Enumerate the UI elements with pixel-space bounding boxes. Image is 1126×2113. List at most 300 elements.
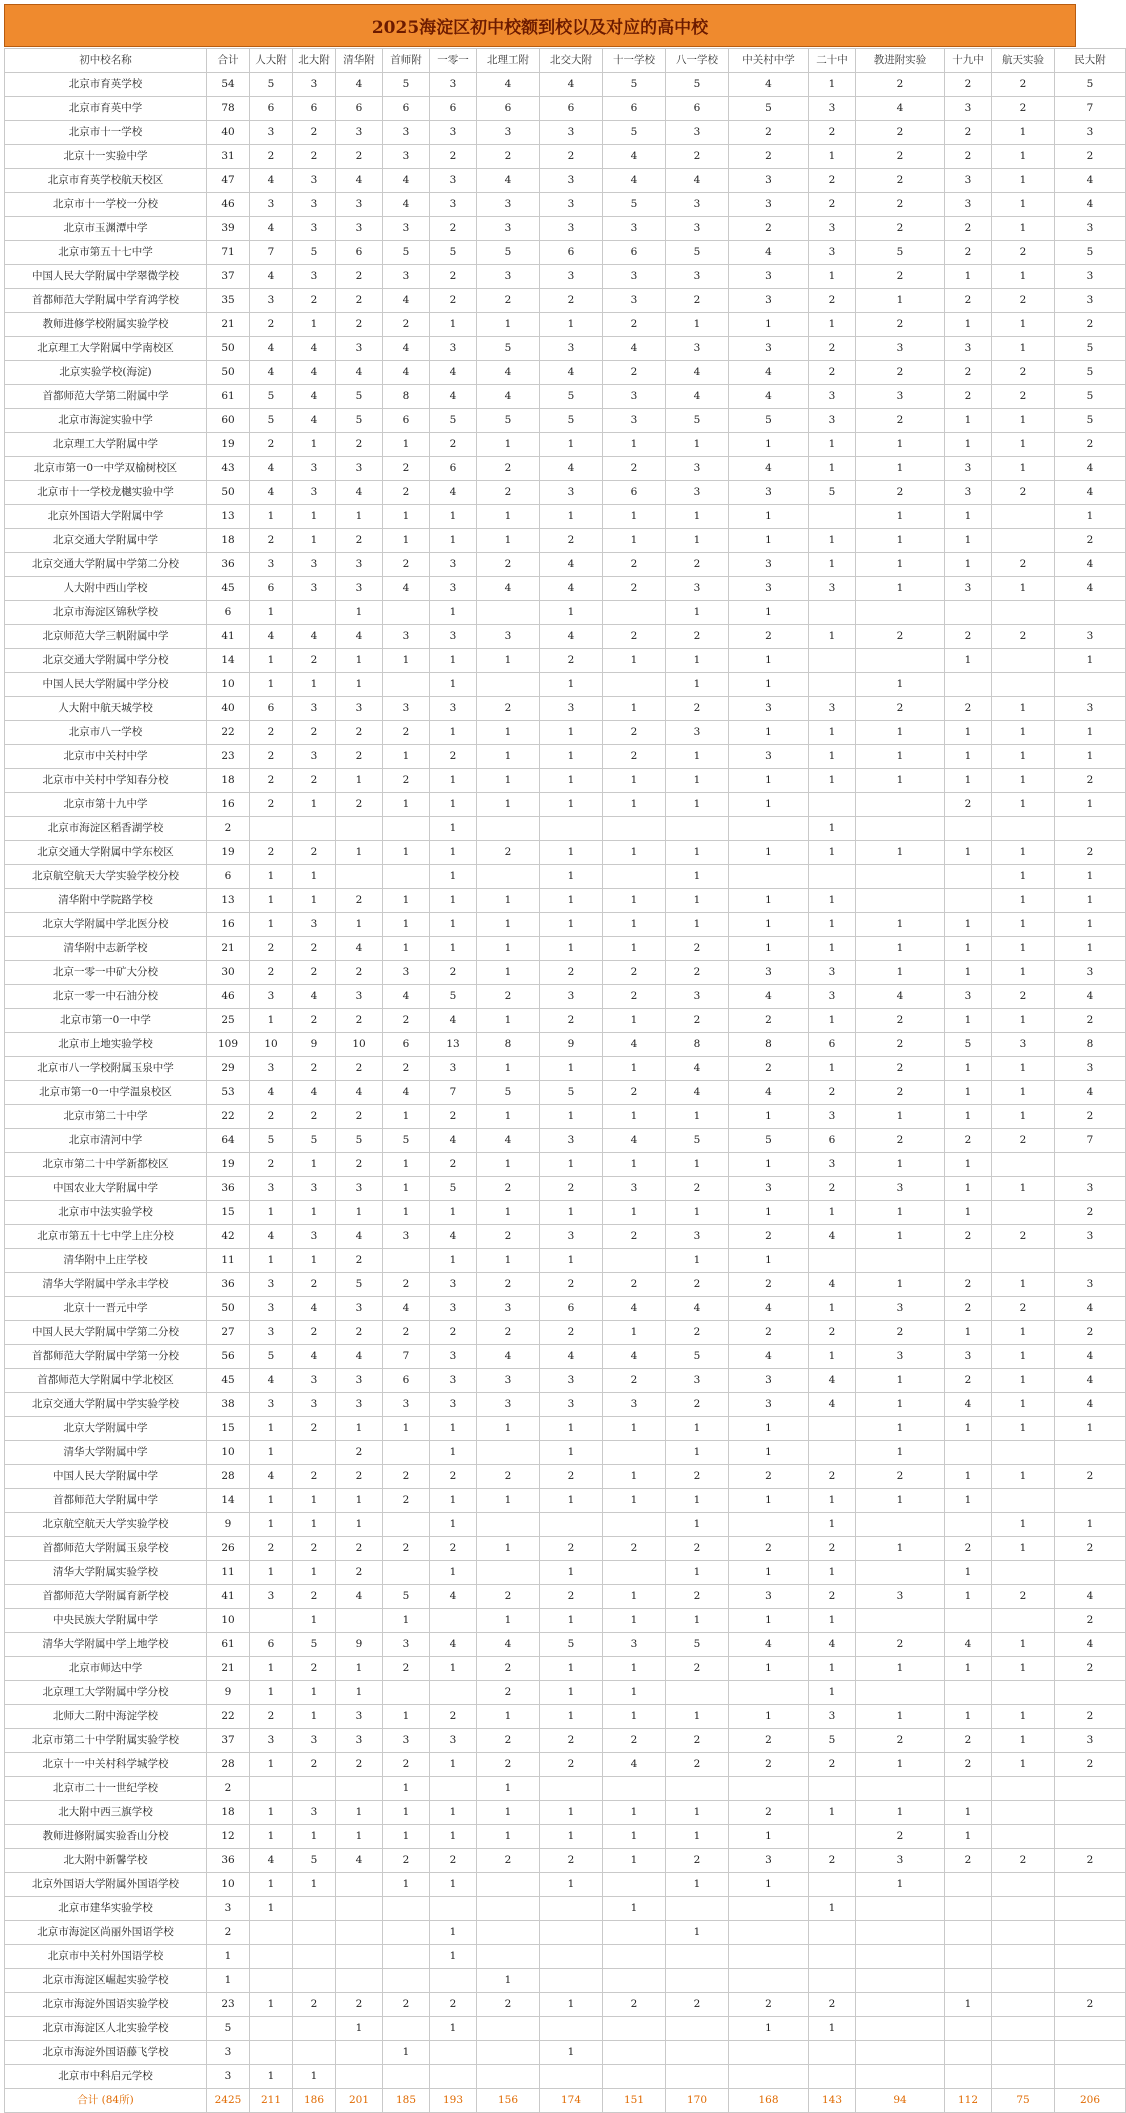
quota-cell: 2 xyxy=(856,169,945,193)
quota-cell: 1 xyxy=(250,673,293,697)
quota-cell: 7 xyxy=(430,1081,477,1105)
table-row xyxy=(5,1153,1126,1177)
quota-cell: 3 xyxy=(250,1273,293,1297)
quota-cell: 1 xyxy=(992,1273,1055,1297)
quota-cell: 6 xyxy=(540,97,603,121)
quota-cell xyxy=(729,865,809,889)
quota-cell: 2 xyxy=(1055,1537,1126,1561)
quota-cell: 6 xyxy=(250,577,293,601)
quota-cell: 5 xyxy=(540,1633,603,1657)
quota-cell: 2 xyxy=(383,1057,430,1081)
quota-cell: 1 xyxy=(992,409,1055,433)
school-name-cell: 北京市十一学校一分校 xyxy=(5,193,207,217)
quota-cell xyxy=(992,1777,1055,1801)
table-row xyxy=(5,985,1126,1009)
quota-cell xyxy=(383,1249,430,1273)
quota-cell: 3 xyxy=(293,1729,336,1753)
quota-cell: 1 xyxy=(945,1009,992,1033)
quota-cell: 1 xyxy=(250,1513,293,1537)
quota-cell: 3 xyxy=(540,265,603,289)
quota-cell: 2 xyxy=(250,937,293,961)
quota-cell xyxy=(729,2065,809,2089)
quota-cell: 1 xyxy=(809,73,856,97)
quota-cell: 4 xyxy=(250,265,293,289)
quota-cell: 2 xyxy=(945,1369,992,1393)
header-high-school: 首师附 xyxy=(383,49,430,73)
table-row xyxy=(5,1273,1126,1297)
quota-cell: 3 xyxy=(666,265,729,289)
quota-cell: 1 xyxy=(603,1849,666,1873)
quota-cell: 5 xyxy=(1055,241,1126,265)
quota-cell: 2 xyxy=(250,745,293,769)
quota-cell xyxy=(856,889,945,913)
quota-cell: 9 xyxy=(293,1033,336,1057)
quota-cell: 2 xyxy=(666,1585,729,1609)
quota-cell: 2 xyxy=(540,1585,603,1609)
quota-cell xyxy=(1055,1825,1126,1849)
quota-cell xyxy=(992,1873,1055,1897)
quota-cell: 1 xyxy=(809,2017,856,2041)
quota-cell: 1 xyxy=(603,1153,666,1177)
quota-cell: 1 xyxy=(540,1609,603,1633)
table-row xyxy=(5,1873,1126,1897)
grand-total-cell: 186 xyxy=(293,2089,336,2113)
quota-cell: 3 xyxy=(383,1225,430,1249)
quota-cell: 2 xyxy=(992,1585,1055,1609)
quota-cell xyxy=(477,1945,540,1969)
quota-cell xyxy=(603,1513,666,1537)
school-name-cell: 北京市中科启元学校 xyxy=(5,2065,207,2089)
row-total-cell: 18 xyxy=(207,769,250,793)
quota-cell: 1 xyxy=(809,745,856,769)
quota-cell: 1 xyxy=(430,817,477,841)
quota-cell: 5 xyxy=(603,121,666,145)
quota-cell: 3 xyxy=(336,193,383,217)
quota-cell: 5 xyxy=(383,73,430,97)
quota-cell: 3 xyxy=(430,73,477,97)
quota-cell: 1 xyxy=(729,1825,809,1849)
quota-cell: 3 xyxy=(856,1585,945,1609)
quota-cell: 4 xyxy=(250,1369,293,1393)
quota-cell: 2 xyxy=(856,1009,945,1033)
quota-cell xyxy=(293,1921,336,1945)
quota-cell: 2 xyxy=(250,145,293,169)
quota-cell: 2 xyxy=(477,1753,540,1777)
table-row xyxy=(5,2065,1126,2089)
quota-cell xyxy=(1055,673,1126,697)
quota-cell xyxy=(945,1513,992,1537)
school-name-cell: 人大附中航天城学校 xyxy=(5,697,207,721)
quota-cell: 1 xyxy=(293,1201,336,1225)
quota-cell: 4 xyxy=(293,361,336,385)
school-name-cell: 首都师范大学附属中学 xyxy=(5,1489,207,1513)
quota-cell: 4 xyxy=(293,1081,336,1105)
quota-cell: 2 xyxy=(336,745,383,769)
quota-cell: 1 xyxy=(383,1609,430,1633)
quota-cell: 5 xyxy=(336,409,383,433)
quota-cell: 1 xyxy=(666,1705,729,1729)
quota-cell: 4 xyxy=(540,73,603,97)
quota-cell: 1 xyxy=(945,1825,992,1849)
quota-cell: 1 xyxy=(945,1081,992,1105)
quota-cell: 4 xyxy=(477,1633,540,1657)
quota-cell xyxy=(336,1921,383,1945)
quota-cell: 1 xyxy=(992,1657,1055,1681)
quota-cell: 4 xyxy=(250,1225,293,1249)
quota-cell: 1 xyxy=(430,601,477,625)
quota-cell: 1 xyxy=(809,145,856,169)
quota-cell xyxy=(603,2065,666,2089)
quota-cell: 4 xyxy=(729,73,809,97)
quota-cell xyxy=(603,865,666,889)
quota-cell: 1 xyxy=(729,1489,809,1513)
quota-cell: 2 xyxy=(430,1849,477,1873)
quota-cell: 4 xyxy=(383,985,430,1009)
quota-cell: 3 xyxy=(477,625,540,649)
quota-cell: 1 xyxy=(729,1153,809,1177)
table-row xyxy=(5,889,1126,913)
header-high-school: 十一学校 xyxy=(603,49,666,73)
quota-cell: 1 xyxy=(856,1537,945,1561)
quota-cell xyxy=(945,1873,992,1897)
quota-cell: 1 xyxy=(945,1585,992,1609)
quota-cell xyxy=(809,2041,856,2065)
quota-cell: 1 xyxy=(430,841,477,865)
quota-cell xyxy=(945,1441,992,1465)
table-row xyxy=(5,433,1126,457)
quota-cell: 2 xyxy=(856,217,945,241)
quota-cell: 3 xyxy=(293,745,336,769)
table-row xyxy=(5,1513,1126,1537)
table-row xyxy=(5,1057,1126,1081)
quota-cell: 1 xyxy=(809,1513,856,1537)
quota-cell: 2 xyxy=(945,793,992,817)
quota-cell: 3 xyxy=(729,193,809,217)
quota-cell: 2 xyxy=(666,961,729,985)
quota-cell: 1 xyxy=(250,913,293,937)
school-name-cell: 北京市清河中学 xyxy=(5,1129,207,1153)
quota-cell: 3 xyxy=(666,721,729,745)
quota-cell: 4 xyxy=(293,385,336,409)
quota-cell: 2 xyxy=(856,1633,945,1657)
quota-cell xyxy=(477,2065,540,2089)
quota-cell: 2 xyxy=(603,457,666,481)
quota-cell: 1 xyxy=(666,1825,729,1849)
quota-cell: 5 xyxy=(430,409,477,433)
quota-cell: 1 xyxy=(1055,649,1126,673)
quota-cell: 4 xyxy=(809,1369,856,1393)
quota-cell: 4 xyxy=(430,1585,477,1609)
row-total-cell: 39 xyxy=(207,217,250,241)
quota-cell: 3 xyxy=(430,1369,477,1393)
quota-cell: 1 xyxy=(336,2017,383,2041)
quota-cell: 6 xyxy=(540,1297,603,1321)
table-row xyxy=(5,1489,1126,1513)
table-row xyxy=(5,1129,1126,1153)
grand-total-cell: 185 xyxy=(383,2089,430,2113)
quota-cell: 4 xyxy=(540,457,603,481)
quota-cell xyxy=(603,1777,666,1801)
quota-cell: 1 xyxy=(430,2017,477,2041)
table-row xyxy=(5,457,1126,481)
quota-cell: 4 xyxy=(250,1465,293,1489)
quota-cell xyxy=(809,1969,856,1993)
school-name-cell: 清华大学附属中学永丰学校 xyxy=(5,1273,207,1297)
quota-cell: 1 xyxy=(945,265,992,289)
quota-cell: 4 xyxy=(1055,1345,1126,1369)
school-name-cell: 北京航空航天大学实验学校 xyxy=(5,1513,207,1537)
quota-cell: 2 xyxy=(729,1729,809,1753)
quota-cell: 1 xyxy=(293,1153,336,1177)
quota-cell: 3 xyxy=(809,697,856,721)
school-name-cell: 首都师范大学附属中学第一分校 xyxy=(5,1345,207,1369)
quota-cell xyxy=(992,1897,1055,1921)
quota-cell: 1 xyxy=(540,1873,603,1897)
quota-cell: 1 xyxy=(603,793,666,817)
school-name-cell: 北京市二十一世纪学校 xyxy=(5,1777,207,1801)
school-name-cell: 北京外国语大学附属外国语学校 xyxy=(5,1873,207,1897)
quota-cell: 1 xyxy=(477,313,540,337)
quota-cell: 2 xyxy=(856,265,945,289)
quota-cell: 1 xyxy=(477,649,540,673)
quota-cell: 1 xyxy=(250,1897,293,1921)
quota-cell: 1 xyxy=(992,721,1055,745)
quota-cell: 3 xyxy=(856,1297,945,1321)
quota-cell: 1 xyxy=(430,913,477,937)
quota-cell: 2 xyxy=(336,961,383,985)
quota-cell: 1 xyxy=(856,961,945,985)
row-total-cell: 14 xyxy=(207,1489,250,1513)
quota-cell xyxy=(945,673,992,697)
table-row xyxy=(5,1369,1126,1393)
quota-cell: 1 xyxy=(856,769,945,793)
grand-total-cell: 168 xyxy=(729,2089,809,2113)
quota-cell: 1 xyxy=(383,913,430,937)
quota-cell xyxy=(1055,1249,1126,1273)
quota-cell: 4 xyxy=(383,337,430,361)
row-total-cell: 25 xyxy=(207,1009,250,1033)
quota-cell: 2 xyxy=(336,721,383,745)
quota-cell: 2 xyxy=(336,529,383,553)
quota-cell: 2 xyxy=(250,961,293,985)
quota-cell: 2 xyxy=(430,1105,477,1129)
table-row xyxy=(5,1393,1126,1417)
quota-cell: 1 xyxy=(540,889,603,913)
quota-cell: 4 xyxy=(1055,985,1126,1009)
quota-cell: 1 xyxy=(666,601,729,625)
quota-cell: 5 xyxy=(250,1129,293,1153)
quota-cell: 1 xyxy=(809,265,856,289)
quota-cell: 2 xyxy=(477,1585,540,1609)
row-total-cell: 46 xyxy=(207,985,250,1009)
quota-cell: 4 xyxy=(729,1297,809,1321)
quota-cell: 3 xyxy=(383,1729,430,1753)
quota-cell: 4 xyxy=(1055,1369,1126,1393)
quota-cell xyxy=(383,1969,430,1993)
quota-cell: 3 xyxy=(336,1705,383,1729)
quota-cell: 1 xyxy=(992,793,1055,817)
quota-cell: 2 xyxy=(809,1849,856,1873)
quota-cell: 6 xyxy=(603,97,666,121)
quota-cell: 4 xyxy=(383,289,430,313)
quota-cell: 3 xyxy=(336,1177,383,1201)
quota-cell: 1 xyxy=(666,505,729,529)
quota-cell xyxy=(992,1153,1055,1177)
school-name-cell: 首都师范大学第二附属中学 xyxy=(5,385,207,409)
quota-cell: 3 xyxy=(293,481,336,505)
table-row xyxy=(5,73,1126,97)
quota-cell xyxy=(293,2041,336,2065)
quota-cell: 3 xyxy=(430,1057,477,1081)
quota-cell xyxy=(477,673,540,697)
grand-total-cell: 94 xyxy=(856,2089,945,2113)
school-name-cell: 北京市育英中学 xyxy=(5,97,207,121)
quota-cell: 4 xyxy=(1055,1585,1126,1609)
quota-cell: 2 xyxy=(666,1729,729,1753)
quota-cell: 3 xyxy=(430,1345,477,1369)
quota-cell xyxy=(992,2041,1055,2065)
quota-cell xyxy=(540,817,603,841)
quota-cell: 3 xyxy=(250,1729,293,1753)
quota-cell: 1 xyxy=(856,721,945,745)
quota-cell: 1 xyxy=(336,1825,383,1849)
quota-cell xyxy=(992,1441,1055,1465)
table-row xyxy=(5,1657,1126,1681)
quota-cell: 2 xyxy=(250,841,293,865)
quota-cell: 1 xyxy=(729,1105,809,1129)
quota-cell: 5 xyxy=(293,241,336,265)
school-name-cell: 北京市第五十七中学上庄分校 xyxy=(5,1225,207,1249)
quota-cell: 1 xyxy=(603,1609,666,1633)
quota-cell: 2 xyxy=(729,1225,809,1249)
quota-cell xyxy=(430,2065,477,2089)
quota-cell: 1 xyxy=(945,769,992,793)
table-row xyxy=(5,1969,1126,1993)
header-high-school: 人大附 xyxy=(250,49,293,73)
quota-cell: 3 xyxy=(729,289,809,313)
quota-cell: 3 xyxy=(336,337,383,361)
table-row xyxy=(5,649,1126,673)
row-total-cell: 10 xyxy=(207,1873,250,1897)
row-total-cell: 50 xyxy=(207,481,250,505)
quota-cell: 2 xyxy=(477,481,540,505)
quota-cell: 3 xyxy=(430,553,477,577)
quota-cell: 1 xyxy=(293,1825,336,1849)
quota-cell: 1 xyxy=(336,601,383,625)
quota-cell: 2 xyxy=(477,1657,540,1681)
row-total-cell: 29 xyxy=(207,1057,250,1081)
quota-cell: 3 xyxy=(540,169,603,193)
quota-cell: 2 xyxy=(856,625,945,649)
table-row xyxy=(5,1465,1126,1489)
quota-cell: 1 xyxy=(250,1993,293,2017)
quota-cell: 2 xyxy=(250,313,293,337)
quota-cell: 3 xyxy=(809,97,856,121)
quota-cell xyxy=(856,1249,945,1273)
quota-cell: 1 xyxy=(477,1705,540,1729)
quota-cell: 2 xyxy=(992,985,1055,1009)
quota-cell: 8 xyxy=(1055,1033,1126,1057)
quota-cell: 7 xyxy=(383,1345,430,1369)
quota-cell: 3 xyxy=(666,577,729,601)
grand-total-cell: 193 xyxy=(430,2089,477,2113)
quota-cell: 2 xyxy=(383,721,430,745)
quota-cell: 2 xyxy=(666,1753,729,1777)
quota-cell: 1 xyxy=(1055,745,1126,769)
quota-cell: 2 xyxy=(293,1057,336,1081)
school-name-cell: 清华大学附属中学 xyxy=(5,1441,207,1465)
row-total-cell: 41 xyxy=(207,1585,250,1609)
row-total-cell: 15 xyxy=(207,1201,250,1225)
header-high-school: 教进附实验 xyxy=(856,49,945,73)
school-name-cell: 中国人民大学附属中学第二分校 xyxy=(5,1321,207,1345)
quota-cell: 1 xyxy=(992,1633,1055,1657)
quota-cell: 1 xyxy=(603,1705,666,1729)
quota-cell: 3 xyxy=(430,1297,477,1321)
quota-cell: 1 xyxy=(430,769,477,793)
header-high-school: 十九中 xyxy=(945,49,992,73)
quota-cell: 1 xyxy=(383,2041,430,2065)
quota-cell: 3 xyxy=(809,985,856,1009)
quota-cell: 1 xyxy=(809,937,856,961)
quota-cell: 1 xyxy=(477,433,540,457)
school-name-cell: 北京市海淀区人北实验学校 xyxy=(5,2017,207,2041)
quota-cell: 1 xyxy=(809,1657,856,1681)
quota-cell: 3 xyxy=(250,1057,293,1081)
quota-cell: 2 xyxy=(809,1585,856,1609)
school-name-cell: 北京理工大学附属中学南校区 xyxy=(5,337,207,361)
quota-cell: 4 xyxy=(383,1297,430,1321)
quota-cell: 5 xyxy=(250,73,293,97)
quota-cell xyxy=(1055,1921,1126,1945)
quota-cell: 2 xyxy=(383,1489,430,1513)
school-name-cell: 北京实验学校(海淀) xyxy=(5,361,207,385)
quota-cell: 1 xyxy=(603,433,666,457)
quota-cell: 4 xyxy=(250,625,293,649)
quota-cell xyxy=(809,1945,856,1969)
quota-cell: 4 xyxy=(729,457,809,481)
quota-cell: 1 xyxy=(293,1561,336,1585)
quota-cell xyxy=(477,2041,540,2065)
quota-cell: 1 xyxy=(666,313,729,337)
quota-cell: 1 xyxy=(293,1249,336,1273)
quota-cell xyxy=(992,1825,1055,1849)
quota-cell: 1 xyxy=(383,1705,430,1729)
row-total-cell: 36 xyxy=(207,1273,250,1297)
grand-total-label: 合计 (84所) xyxy=(5,2089,207,2113)
table-row xyxy=(5,1945,1126,1969)
quota-cell: 2 xyxy=(250,1537,293,1561)
quota-cell xyxy=(1055,1561,1126,1585)
quota-cell xyxy=(603,1945,666,1969)
quota-cell: 4 xyxy=(856,97,945,121)
row-total-cell: 53 xyxy=(207,1081,250,1105)
quota-cell: 4 xyxy=(856,985,945,1009)
quota-cell: 4 xyxy=(250,1849,293,1873)
school-name-cell: 北京市第二十中学新都校区 xyxy=(5,1153,207,1177)
quota-cell: 4 xyxy=(729,241,809,265)
quota-cell: 1 xyxy=(603,1009,666,1033)
quota-cell: 3 xyxy=(430,193,477,217)
row-total-cell: 36 xyxy=(207,1849,250,1873)
quota-cell xyxy=(336,865,383,889)
quota-cell: 1 xyxy=(540,1801,603,1825)
quota-cell: 2 xyxy=(336,1753,383,1777)
quota-cell: 3 xyxy=(430,1729,477,1753)
quota-cell: 5 xyxy=(666,1633,729,1657)
quota-cell: 2 xyxy=(856,1081,945,1105)
quota-cell: 1 xyxy=(430,1753,477,1777)
